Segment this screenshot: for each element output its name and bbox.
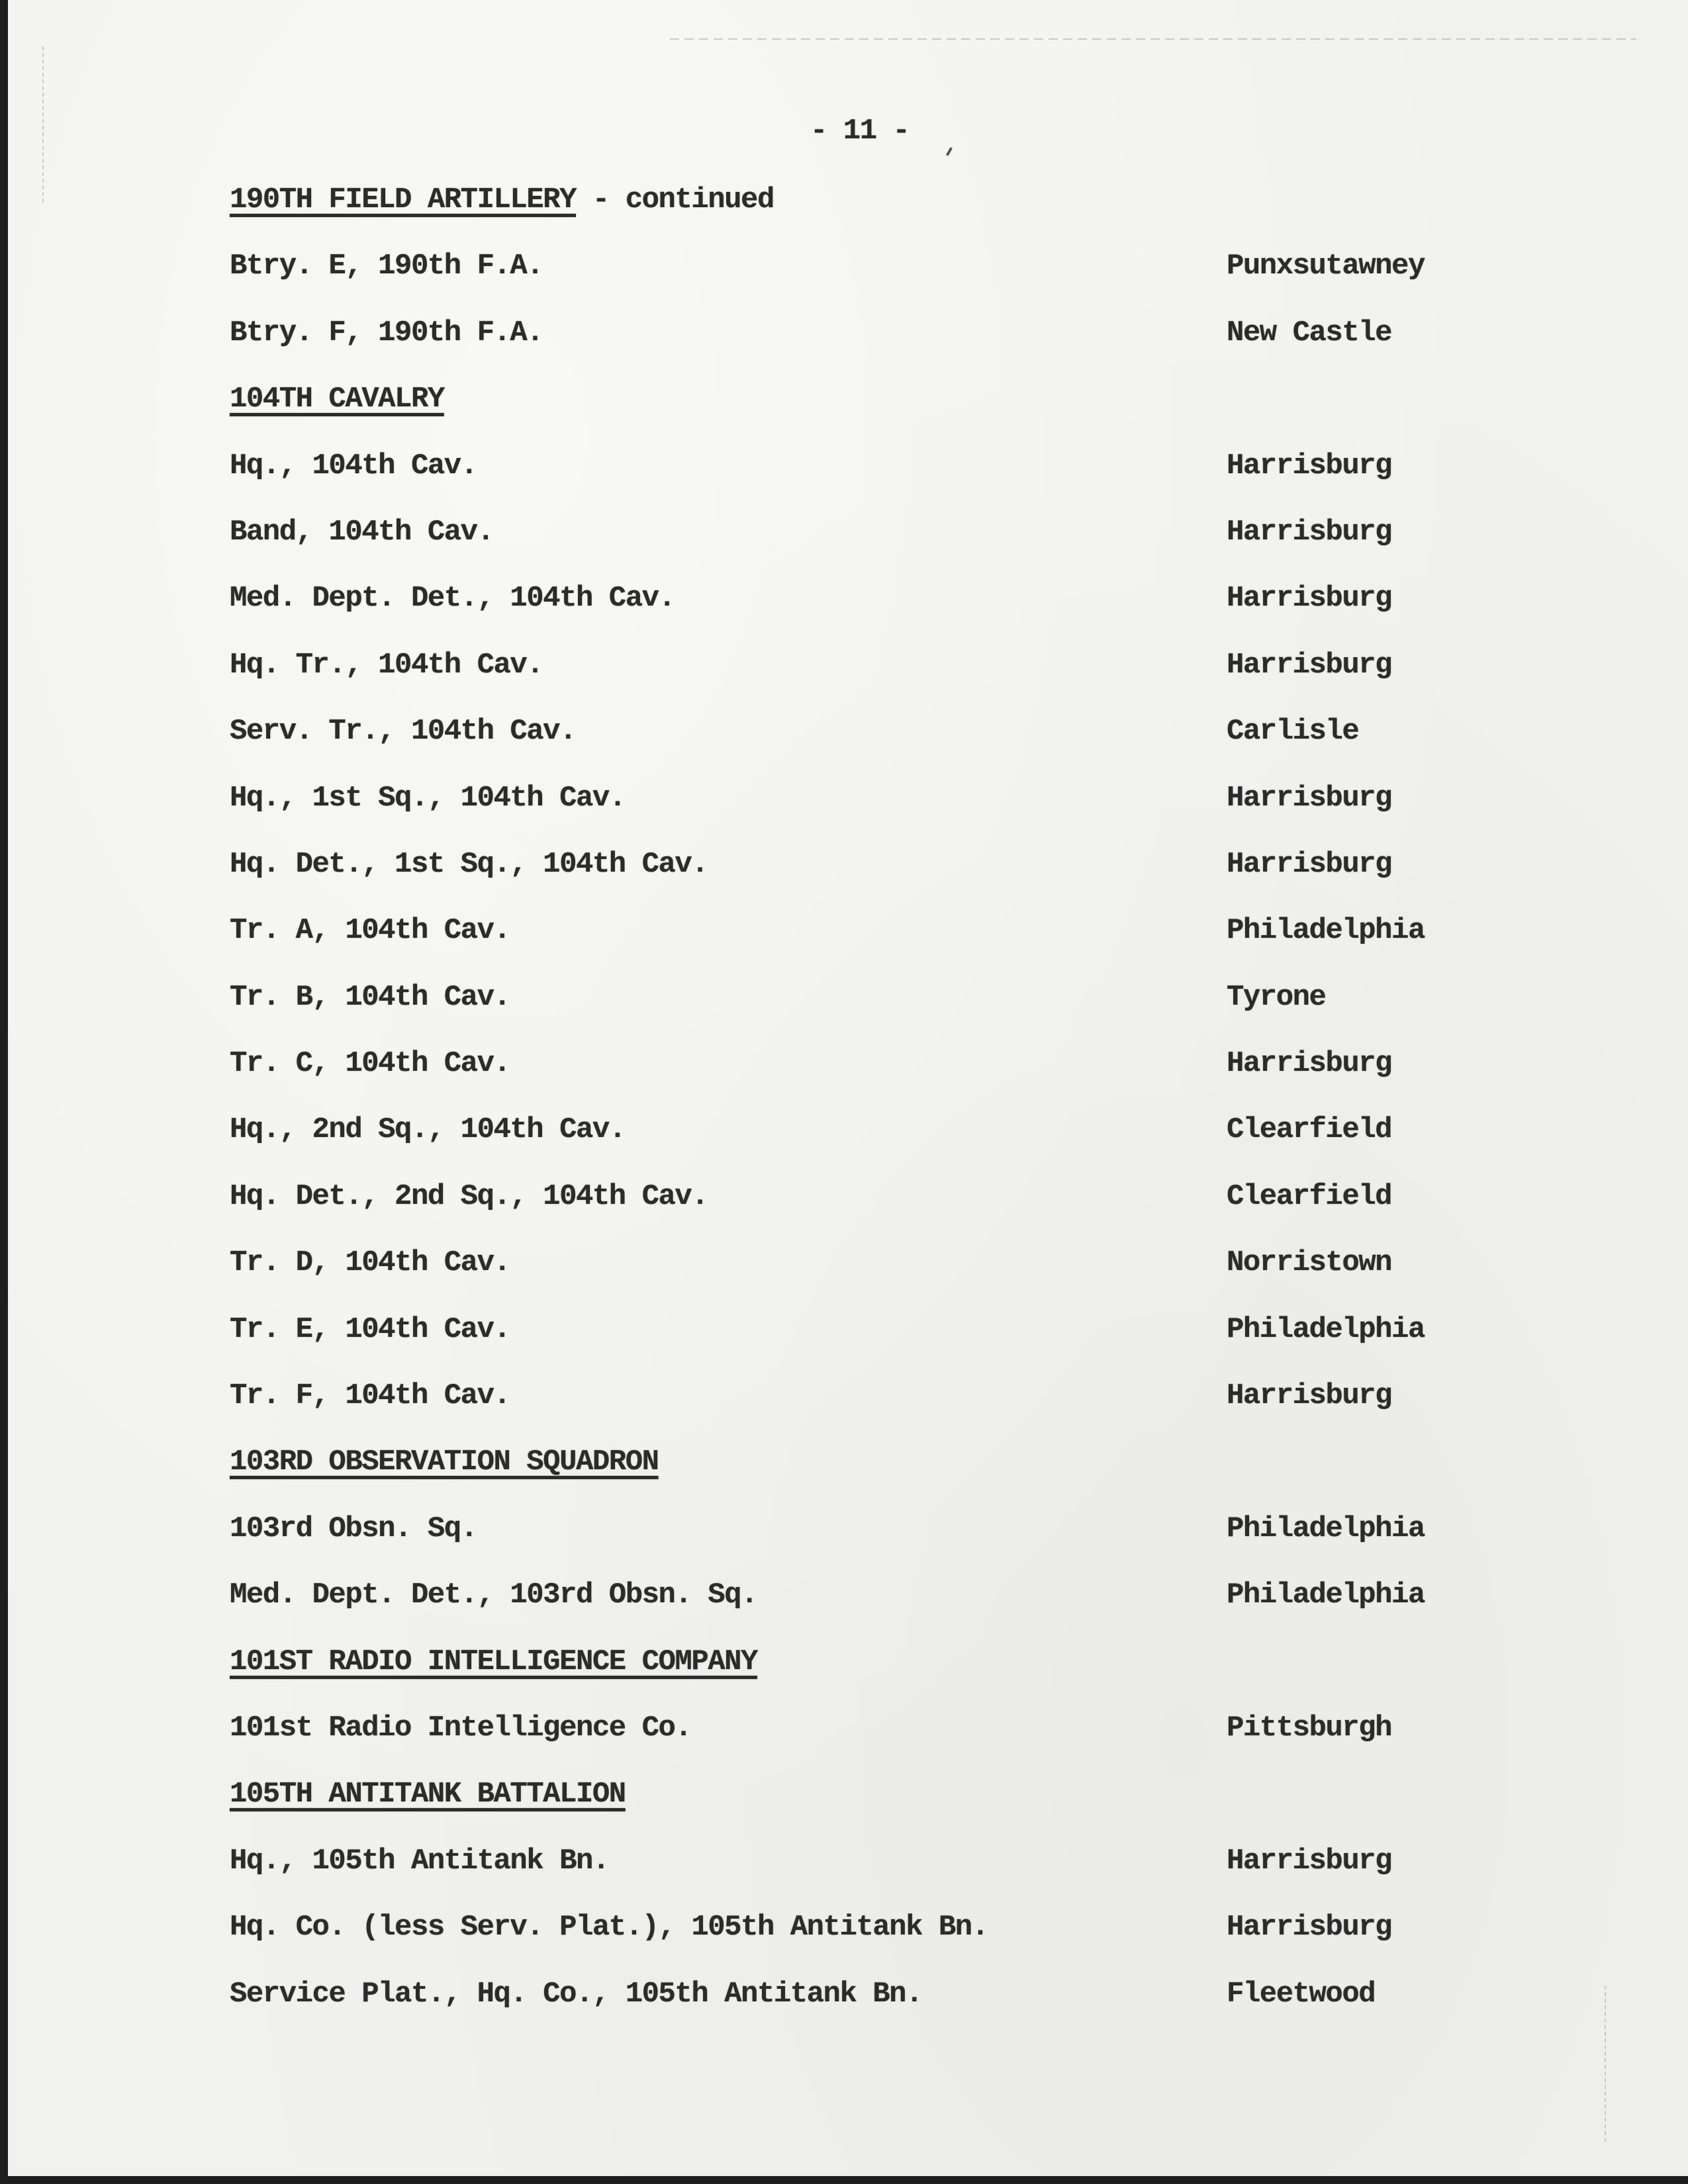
unit-name: Tr. A, 104th Cav. (230, 914, 510, 948)
station-name: Harrisburg (1227, 449, 1392, 482)
list-item (230, 1049, 1487, 1115)
list-item (230, 1913, 1487, 1979)
unit-name: Hq., 104th Cav. (230, 449, 477, 482)
station-name: Philadelphia (1227, 1512, 1425, 1545)
section-heading (230, 1780, 1487, 1846)
list-item (230, 1179, 1487, 1248)
station-name: Harrisburg (1227, 582, 1392, 615)
unit-name: 103rd Obsn. Sq. (230, 1512, 477, 1545)
station-name: Clearfield (1227, 1179, 1392, 1213)
list-item (230, 1713, 1487, 1780)
unit-name: Hq., 2nd Sq., 104th Cav. (230, 1113, 626, 1147)
unit-name: Band, 104th Cav. (230, 515, 494, 549)
station-name: Harrisburg (1227, 847, 1392, 881)
list-item (230, 648, 1487, 717)
document-page (8, 0, 1688, 2176)
station-name: Harrisburg (1227, 1379, 1392, 1413)
page-number: - 11 - (810, 114, 910, 148)
unit-name: Hq. Det., 2nd Sq., 104th Cav. (230, 1179, 708, 1213)
list-item (230, 847, 1487, 916)
unit-name: Tr. E, 104th Cav. (230, 1312, 510, 1346)
section-title-suffix: - continued (576, 183, 774, 216)
list-item (230, 251, 1487, 318)
station-name: Tyrone (1227, 980, 1326, 1014)
list-item (230, 980, 1487, 1049)
station-name: Punxsutawney (1227, 250, 1425, 283)
station-name: Fleetwood (1227, 1977, 1376, 2011)
unit-name: Hq., 105th Antitank Bn. (230, 1844, 609, 1878)
station-name: Harrisburg (1227, 781, 1392, 815)
list-item (230, 1381, 1487, 1447)
station-name: Harrisburg (1227, 1047, 1392, 1081)
station-name: New Castle (1227, 316, 1392, 349)
section-heading (230, 385, 1487, 451)
unit-name: Btry. F, 190th F.A. (230, 316, 543, 349)
unit-name: 101st Radio Intelligence Co. (230, 1711, 692, 1745)
list-item (230, 318, 1487, 385)
station-name: Philadelphia (1227, 1312, 1425, 1346)
list-item (230, 1312, 1487, 1381)
list-item (230, 1979, 1487, 2046)
list-item (230, 1248, 1487, 1314)
unit-name: Hq. Co. (less Serv. Plat.), 105th Antitank Bn. (230, 1911, 988, 1944)
unit-name: Tr. D, 104th Cav. (230, 1246, 510, 1280)
scan-artifact-edge (42, 46, 44, 205)
list-item (230, 1580, 1487, 1647)
scan-artifact-edge (1605, 1985, 1606, 2144)
list-item (230, 515, 1487, 584)
station-name: Harrisburg (1227, 515, 1392, 549)
list-item (230, 781, 1487, 850)
section-title: 105TH ANTITANK BATTALION (230, 1778, 626, 1811)
section-heading (230, 1647, 1487, 1713)
station-name: Philadelphia (1227, 1578, 1425, 1612)
station-name: Philadelphia (1227, 914, 1425, 948)
station-name: Norristown (1227, 1246, 1392, 1280)
section-heading (230, 185, 1487, 251)
unit-station-list (230, 185, 1487, 2046)
list-item (230, 1846, 1487, 1913)
unit-name: Tr. C, 104th Cav. (230, 1047, 510, 1081)
list-item (230, 1514, 1487, 1580)
unit-name: Tr. F, 104th Cav. (230, 1379, 510, 1413)
unit-name: Tr. B, 104th Cav. (230, 980, 510, 1014)
unit-name: Hq. Tr., 104th Cav. (230, 648, 543, 682)
unit-name: Med. Dept. Det., 104th Cav. (230, 582, 675, 615)
station-name: Clearfield (1227, 1113, 1392, 1147)
unit-name: Hq., 1st Sq., 104th Cav. (230, 781, 626, 815)
station-name: Harrisburg (1227, 648, 1392, 682)
scan-artifact-line (670, 38, 1636, 40)
list-item (230, 1115, 1487, 1181)
section-title: 101ST RADIO INTELLIGENCE COMPANY (230, 1645, 757, 1678)
station-name: Harrisburg (1227, 1844, 1392, 1878)
section-title: 103RD OBSERVATION SQUADRON (230, 1445, 659, 1479)
unit-name: Serv. Tr., 104th Cav. (230, 715, 576, 749)
station-name: Harrisburg (1227, 1911, 1392, 1944)
list-item (230, 584, 1487, 650)
stray-ink-mark (946, 147, 953, 156)
unit-name: Service Plat., Hq. Co., 105th Antitank Bn. (230, 1977, 922, 2011)
unit-name: Med. Dept. Det., 103rd Obsn. Sq. (230, 1578, 757, 1612)
station-name: Carlisle (1227, 715, 1359, 749)
section-title: 190TH FIELD ARTILLERY (230, 183, 576, 216)
station-name: Pittsburgh (1227, 1711, 1392, 1745)
section-title: 104TH CAVALRY (230, 383, 444, 416)
section-heading (230, 1447, 1487, 1514)
list-item (230, 916, 1487, 982)
list-item (230, 717, 1487, 783)
unit-name: Hq. Det., 1st Sq., 104th Cav. (230, 847, 708, 881)
list-item (230, 451, 1487, 518)
unit-name: Btry. E, 190th F.A. (230, 250, 543, 283)
